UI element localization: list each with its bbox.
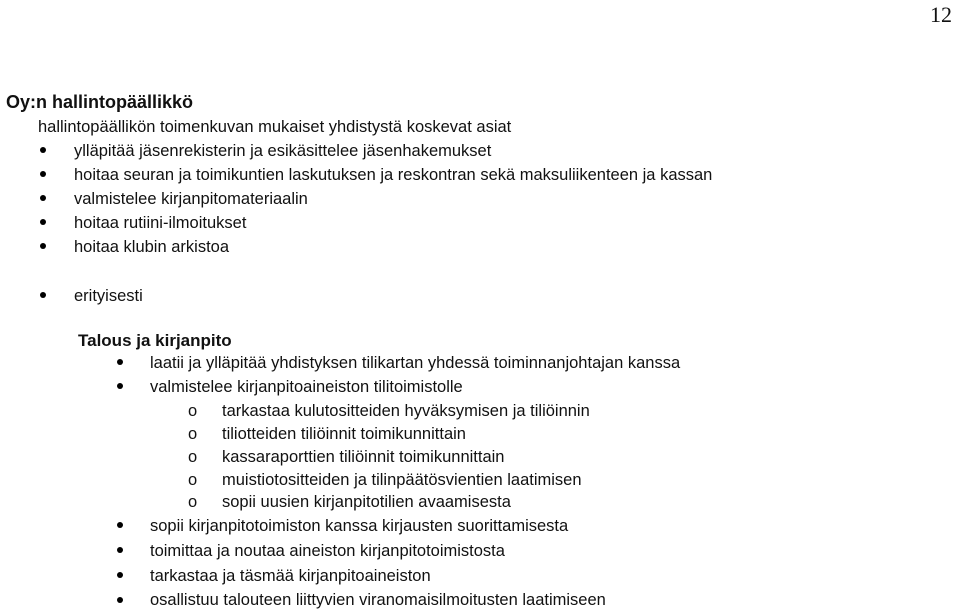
bullet-dot bbox=[40, 171, 46, 177]
list-item: sopii uusien kirjanpitotilien avaamisesta bbox=[222, 493, 511, 511]
bullet-dot bbox=[117, 383, 123, 389]
intro-text: hallintopäällikön toimenkuvan mukaiset yhdistystä koskevat asiat bbox=[38, 118, 512, 136]
list-item: hoitaa klubin arkistoa bbox=[74, 238, 230, 256]
circle-marker: o bbox=[188, 448, 198, 466]
bullet-dot bbox=[40, 195, 46, 201]
circle-marker: o bbox=[188, 471, 198, 489]
bullet-dot bbox=[40, 292, 46, 298]
list-item: valmistelee kirjanpitoaineiston tilitoimistolle bbox=[150, 378, 463, 396]
page-number: 12 bbox=[930, 2, 952, 27]
list-item: toimittaa ja noutaa aineiston kirjanpitotoimistosta bbox=[150, 542, 505, 560]
subsection-title: Talous ja kirjanpito bbox=[78, 331, 232, 350]
list-item: osallistuu talouteen liittyvien viranomaisilmoitusten laatimiseen bbox=[150, 591, 606, 609]
list-item: tarkastaa kulutositteiden hyväksymisen ja tiliöinnin bbox=[222, 402, 590, 420]
circle-marker: o bbox=[188, 425, 198, 443]
list-item: valmistelee kirjanpitomateriaalin bbox=[74, 190, 308, 208]
list-item: ylläpitää jäsenrekisterin ja esikäsittelee jäsenhakemukset bbox=[74, 142, 492, 160]
bullet-dot bbox=[40, 219, 46, 225]
list-item: tiliotteiden tiliöinnit toimikunnittain bbox=[222, 425, 466, 443]
list-item: laatii ja ylläpitää yhdistyksen tilikartan yhdessä toiminnanjohtajan kanssa bbox=[150, 354, 681, 372]
list-item: sopii kirjanpitotoimiston kanssa kirjausten suorittamisesta bbox=[150, 517, 569, 535]
bullet-dot bbox=[117, 359, 123, 365]
list-item: hoitaa rutiini-ilmoitukset bbox=[74, 214, 247, 232]
bullet-dot bbox=[40, 147, 46, 153]
bullet-dot bbox=[117, 547, 123, 553]
list-item: hoitaa seuran ja toimikuntien laskutuksen ja reskontran sekä maksuliikenteen ja kassan bbox=[74, 166, 713, 184]
list-item: tarkastaa ja täsmää kirjanpitoaineiston bbox=[150, 567, 431, 585]
bullet-dot bbox=[117, 597, 123, 603]
list-item: muistiotositteiden ja tilinpäätösvientien laatimisen bbox=[222, 471, 582, 489]
circle-marker: o bbox=[188, 402, 198, 420]
bullet-dot bbox=[117, 572, 123, 578]
list-item: erityisesti bbox=[74, 287, 143, 305]
circle-marker: o bbox=[188, 493, 198, 511]
list-item: kassaraporttien tiliöinnit toimikunnittain bbox=[222, 448, 505, 466]
bullet-dot bbox=[40, 243, 46, 249]
section-title: Oy:n hallintopäällikkö bbox=[6, 92, 194, 112]
bullet-dot bbox=[117, 522, 123, 528]
